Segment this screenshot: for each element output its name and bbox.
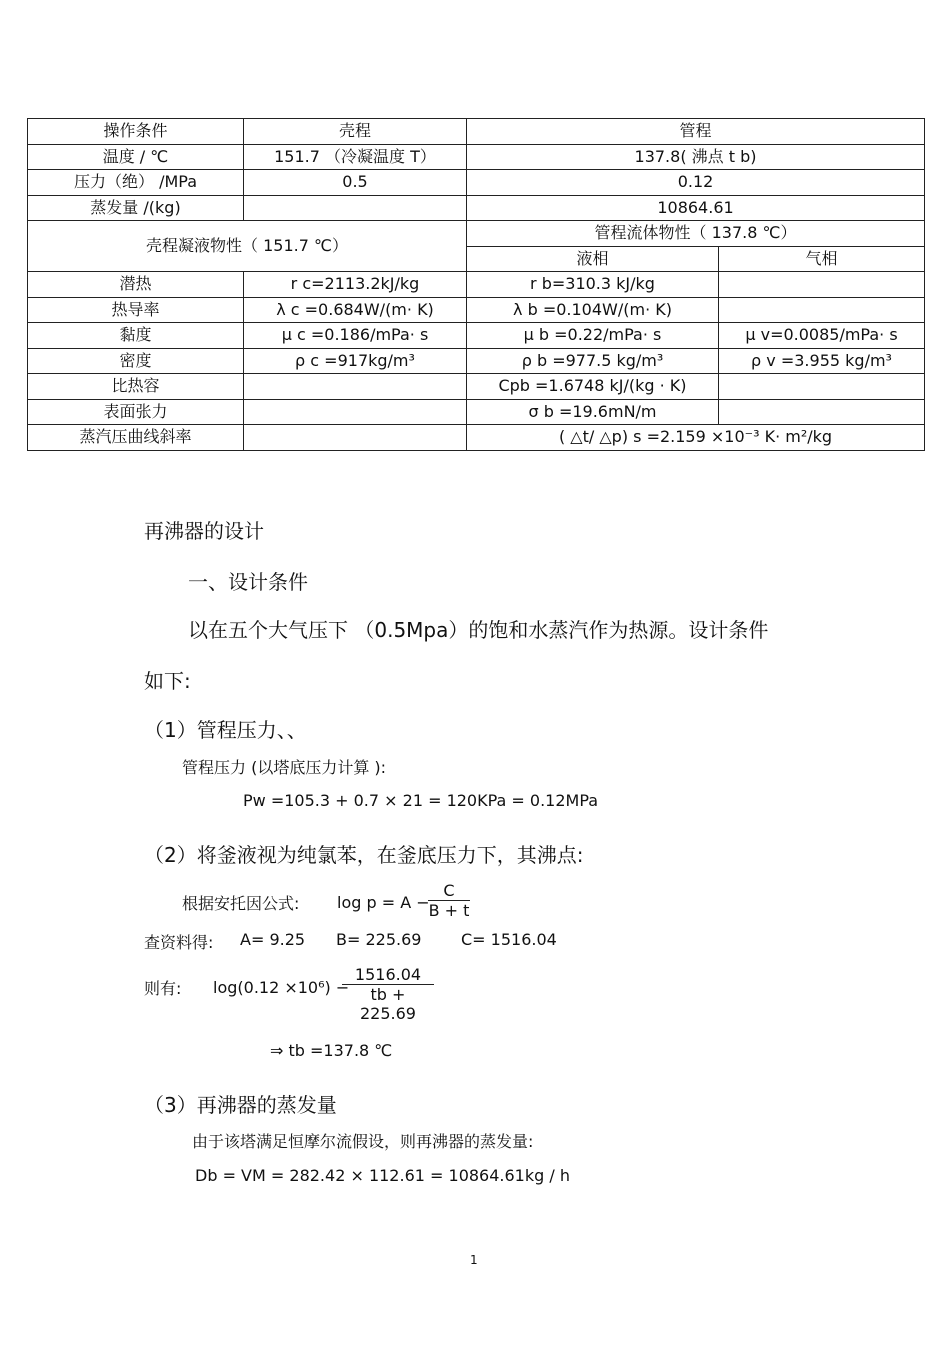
prop-vapor [719, 297, 925, 323]
equation-lhs: log p = A − [337, 893, 430, 912]
cell-pressure-tube: 0.12 [467, 170, 925, 196]
header-shell: 壳程 [244, 119, 467, 145]
cell-temp-tube: 137.8( 沸点 t b) [467, 144, 925, 170]
prop-vapor [719, 399, 925, 425]
prop-liquid: ρ b =977.5 kg/m³ [467, 348, 719, 374]
vapor-phase-label: 气相 [719, 246, 925, 272]
denominator: tb + 225.69 [342, 984, 434, 1023]
prop-shell [244, 374, 467, 400]
prop-liquid: λ b =0.104W/(m· K) [467, 297, 719, 323]
paragraph: 以在五个大气压下 （0.5Mpa）的饱和水蒸汽作为热源。设计条件 [188, 618, 769, 642]
prop-shell: ρ c =917kg/m³ [244, 348, 467, 374]
paragraph: 如下: [144, 669, 191, 693]
cell-temp-shell: 151.7 （冷凝温度 T） [244, 144, 467, 170]
liquid-phase-label: 液相 [467, 246, 719, 272]
prop-vapor [719, 272, 925, 298]
item-heading: （2）将釜液视为纯氯苯，在釜底压力下，其沸点: [144, 843, 584, 867]
label: 根据安托因公式: [182, 894, 300, 913]
item-heading: （1）管程压力、、 [144, 718, 307, 742]
label: 查资料得: [144, 933, 214, 952]
equation: Db = VM = 282.42 × 112.61 = 10864.61kg / h [195, 1166, 570, 1185]
prop-name: 密度 [28, 348, 244, 374]
cell-temp-label: 温度 / ℃ [28, 144, 244, 170]
slope-value: ( △t/ △p) s =2.159 ×10⁻³ K· m²/kg [467, 425, 925, 451]
page-number: 1 [470, 1253, 478, 1267]
constant-c: C= 1516.04 [461, 930, 557, 949]
prop-vapor: μ v=0.0085/mPa· s [719, 323, 925, 349]
item-heading: （3）再沸器的蒸发量 [144, 1093, 337, 1117]
prop-name: 热导率 [28, 297, 244, 323]
prop-vapor: ρ v =3.955 kg/m³ [719, 348, 925, 374]
denominator: B + t [428, 901, 470, 920]
prop-shell: λ c =0.684W/(m· K) [244, 297, 467, 323]
section-title: 再沸器的设计 [144, 519, 264, 543]
prop-liquid: Cpb =1.6748 kJ/(kg · K) [467, 374, 719, 400]
equation-lhs: log(0.12 ×10⁶) − [213, 978, 350, 997]
subsection-heading: 一、设计条件 [188, 570, 308, 594]
prop-shell [244, 399, 467, 425]
antoine-fraction [428, 881, 470, 920]
tube-props-label: 管程流体物性（ 137.8 ℃） [467, 221, 925, 247]
equation: Pw =105.3 + 0.7 × 21 = 120KPa = 0.12MPa [243, 791, 599, 810]
constant-a: A= 9.25 [240, 930, 306, 949]
header-condition: 操作条件 [28, 119, 244, 145]
slope-label: 蒸汽压曲线斜率 [28, 425, 244, 451]
prop-name: 黏度 [28, 323, 244, 349]
prop-name: 比热容 [28, 374, 244, 400]
cell-evap-label: 蒸发量 /(kg) [28, 195, 244, 221]
cell-evap-shell [244, 195, 467, 221]
prop-liquid: μ b =0.22/mPa· s [467, 323, 719, 349]
header-tube: 管程 [467, 119, 925, 145]
constant-b: B= 225.69 [336, 930, 422, 949]
shell-props-label: 壳程凝液物性（ 151.7 ℃） [28, 221, 467, 272]
note: 由于该塔满足恒摩尔流假设，则再沸器的蒸发量: [192, 1132, 534, 1151]
cell-pressure-label: 压力（绝） /MPa [28, 170, 244, 196]
prop-name: 潜热 [28, 272, 244, 298]
cell-pressure-shell: 0.5 [244, 170, 467, 196]
prop-shell: μ c =0.186/mPa· s [244, 323, 467, 349]
numerator: 1516.04 [354, 965, 422, 984]
prop-liquid: r b=310.3 kJ/kg [467, 272, 719, 298]
cell-evap-tube: 10864.61 [467, 195, 925, 221]
note: 管程压力 (以塔底压力计算 ): [182, 758, 387, 777]
boiling-fraction [342, 965, 434, 1023]
label: 则有: [144, 979, 182, 998]
operating-conditions-table [27, 118, 925, 451]
prop-liquid: σ b =19.6mN/m [467, 399, 719, 425]
prop-shell: r c=2113.2kJ/kg [244, 272, 467, 298]
slope-shell [244, 425, 467, 451]
prop-name: 表面张力 [28, 399, 244, 425]
numerator: C [443, 881, 455, 900]
prop-vapor [719, 374, 925, 400]
equation-result: ⇒ tb =137.8 ℃ [270, 1041, 393, 1060]
